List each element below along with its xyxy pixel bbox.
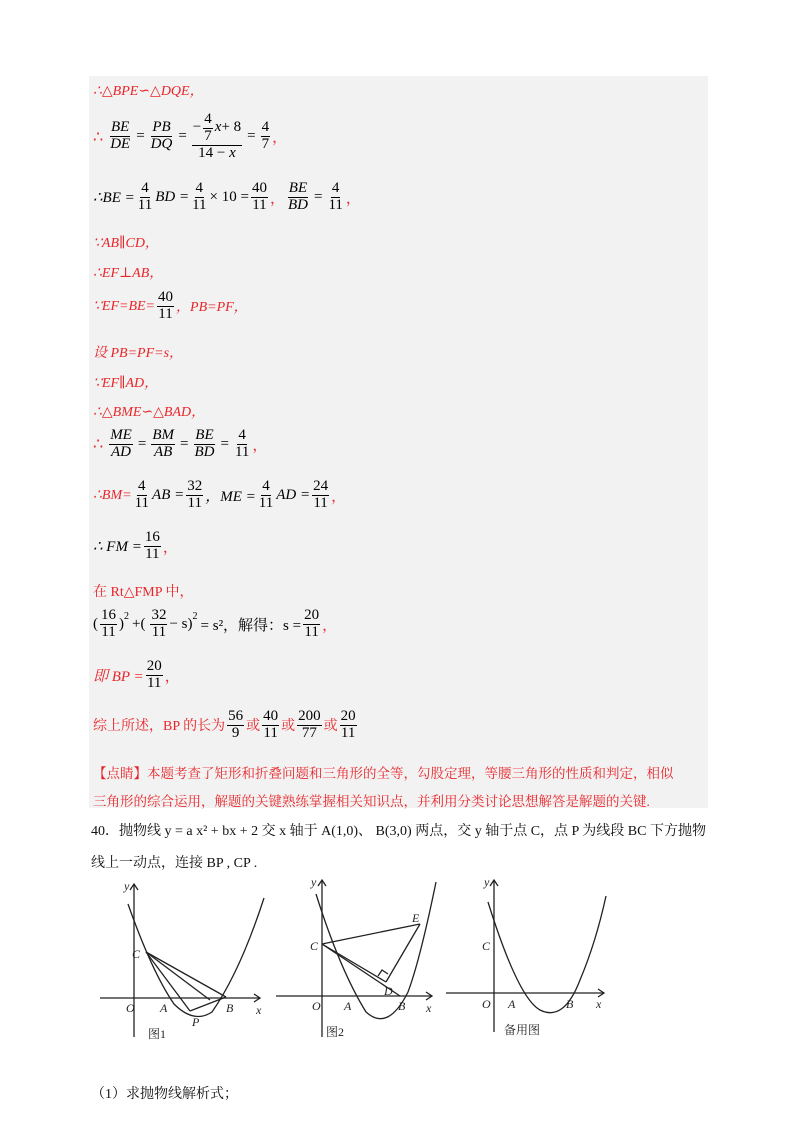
point-c-label: C	[132, 947, 141, 961]
point-a-label: A	[160, 1001, 168, 1015]
point-a-label: A	[508, 997, 516, 1011]
solution-line-5: ∴EF⊥AB，	[93, 266, 164, 281]
x-axis-label: x	[426, 1001, 432, 1015]
problem-text-line-1: 40．抛物线 y = a x² + bx + 2 交 x 轴于 A(1,0)、 B(3,0) 两点，交 y 轴于点 C，点 P 为线段 BC 下方抛物	[91, 824, 706, 839]
solution-line-1	[93, 80, 204, 100]
y-axis-label: y	[484, 875, 490, 889]
origin-label: O	[312, 999, 321, 1013]
point-e-label: E	[412, 911, 420, 925]
solution-line-6: ∵EF=BE= $\frac{40}{11}$ ，PB=PF，	[93, 289, 248, 322]
y-axis-label: y	[124, 879, 130, 893]
text: ∴△BPE∽△DQE，	[93, 84, 204, 99]
point-b-label: B	[398, 999, 406, 1013]
point-d-label: D	[384, 984, 393, 998]
solution-line-10: ∴ $\frac{ME}{AD}$ = $\frac{BM}{AB}$ = $\frac{BE}{BD}$ = $\frac{4}{11}$ ，	[93, 427, 268, 460]
fraction: $\frac{BE}{DE}$	[110, 119, 131, 153]
text: × 10 =	[209, 188, 249, 205]
therefore-symbol: ∴	[93, 128, 104, 146]
comment-line-2: 三角形的综合运用，解题的关键熟练掌握相关知识点，并利用分类讨论思想解答是解题的关键.	[93, 794, 650, 809]
point-c-label: C	[482, 939, 491, 953]
solution-line-8: ∵EF∥AD，	[93, 376, 159, 391]
figure-2-caption: 图2	[326, 1025, 345, 1039]
question-1: （1）求抛物线解析式；	[91, 1087, 238, 1102]
origin-label: O	[126, 1001, 135, 1015]
point-p-label: P	[192, 1015, 200, 1029]
figures	[90, 872, 650, 1047]
solution-line-16: 综上所述，BP 的长为 $\frac{56}{9}$ 或 $\frac{40}{11}$ 或 $\frac{200}{77}$ 或 $\frac{20}{11}$	[93, 708, 356, 741]
figure-2	[276, 880, 436, 1037]
problem-text-line-2: 线上一动点，连接 BP , CP .	[91, 856, 258, 871]
fraction: $\frac{4}{7}$	[261, 119, 270, 153]
comment-line-1: 【点睛】本题考查了矩形和折叠问题和三角形的全等，勾股定理，等腰三角形的性质和判定，相似	[93, 766, 674, 781]
solution-line-2: ∴ $\frac{BE}{DE}$ = $\frac{PB}{DQ}$ = − $\frac{4}{7}$ x + 8 14 − x = $\frac{4}{7}$ ，	[93, 111, 288, 161]
text: BD =	[155, 188, 190, 205]
point-c-label: C	[310, 939, 319, 953]
figure-3	[446, 880, 606, 1032]
solution-line-15: 即 BP = $\frac{20}{11}$ ，	[93, 658, 180, 691]
solution-line-3: ∴BE = $\frac{4}{11}$ BD = $\frac{4}{11}$ × 10 = $\frac{40}{11}$ ， $\frac{BE}{BD}$ = $\frac{4}{11}$ ，	[93, 180, 361, 213]
y-axis-label: y	[311, 875, 317, 889]
complex-fraction: − $\frac{4}{7}$ x + 8 14 − x	[192, 111, 242, 161]
figure-1	[100, 884, 264, 1037]
solution-line-9: ∴△BME∽△BAD，	[93, 405, 206, 420]
solution-line-4: ∵AB∥CD，	[93, 236, 159, 251]
point-a-label: A	[344, 999, 352, 1013]
solution-line-7: 设 PB=PF=s，	[93, 346, 184, 361]
x-axis-label: x	[596, 997, 602, 1011]
solution-line-13: 在 Rt△FMP 中，	[93, 585, 194, 600]
figure-1-caption: 图1	[148, 1027, 167, 1041]
solution-line-12: ∴ FM = $\frac{16}{11}$ ，	[93, 529, 178, 562]
figure-3-caption: 备用图	[504, 1023, 541, 1037]
text: ∴BE =	[93, 189, 135, 206]
x-axis-label: x	[256, 1003, 262, 1017]
solution-line-11: ∴BM= $\frac{4}{11}$ AB = $\frac{32}{11}$ ，ME = $\frac{4}{11}$ AD = $\frac{24}{11}$ ，	[93, 478, 347, 511]
origin-label: O	[482, 997, 491, 1011]
solution-line-14: ( $\frac{16}{11}$ ) 2 +( $\frac{32}{11}$ − s ) 2 = s²，解得：s = $\frac{20}{11}$ ，	[93, 607, 338, 640]
point-b-label: B	[566, 997, 574, 1011]
fraction: $\frac{PB}{DQ}$	[150, 119, 173, 153]
point-b-label: B	[226, 1001, 234, 1015]
